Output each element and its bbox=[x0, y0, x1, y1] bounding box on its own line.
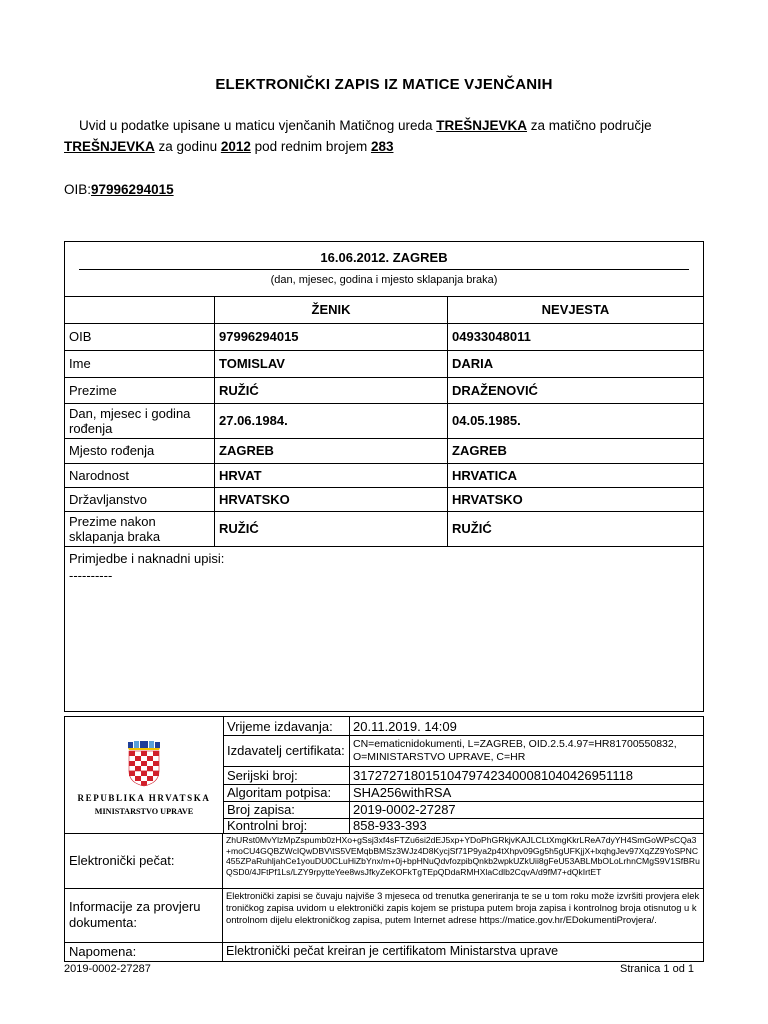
divider bbox=[79, 269, 689, 270]
coat-of-arms-icon bbox=[124, 741, 164, 787]
table-row-surname-after-marriage bbox=[65, 511, 703, 547]
row-label: Ime bbox=[65, 350, 215, 377]
table-row-surname bbox=[65, 377, 703, 404]
document-title: ELEKTRONIČKI ZAPIS IZ MATICE VJENČANIH bbox=[215, 76, 553, 93]
cert-label: Broj zapisa: bbox=[223, 801, 350, 818]
remarks-section bbox=[65, 546, 703, 711]
marriage-event bbox=[65, 242, 703, 297]
registry-office: TREŠNJEVKA bbox=[436, 118, 528, 133]
cert-label: Algoritam potpisa: bbox=[223, 784, 350, 801]
row-label: Državljanstvo bbox=[65, 487, 215, 511]
bride-value: HRVATICA bbox=[452, 467, 517, 483]
cert-value: 858-933-393 bbox=[353, 818, 427, 833]
issuer-country: REPUBLIKA HRVATSKA bbox=[77, 793, 211, 803]
note-value: Elektronički pečat kreiran je certifikatom Ministarstva uprave bbox=[226, 944, 559, 958]
groom-value: TOMISLAV bbox=[215, 350, 448, 377]
cert-label: Serijski broj: bbox=[223, 766, 350, 784]
table-row-birth-date bbox=[65, 403, 703, 439]
intro-text-1: Uvid u podatke upisane u maticu vjenčanih Matičnog ureda bbox=[79, 118, 437, 133]
remarks-label: Primjedbe i naknadni upisi: bbox=[69, 551, 225, 566]
groom-value: HRVATSKO bbox=[215, 487, 448, 511]
bride-value: RUŽIĆ bbox=[452, 521, 492, 536]
table-row-nationality bbox=[65, 463, 703, 488]
intro-text-2: za matično područje bbox=[527, 118, 652, 133]
groom-value: ZAGREB bbox=[215, 438, 448, 463]
footer-record-number: 2019-0002-27287 bbox=[64, 963, 151, 975]
oib-line bbox=[64, 182, 174, 197]
issuer-logo-cell bbox=[65, 717, 224, 834]
cert-row-record-number bbox=[223, 801, 703, 819]
row-label: Prezime bbox=[65, 377, 215, 403]
bride-value: ZAGREB bbox=[452, 443, 507, 458]
row-label: OIB bbox=[65, 323, 215, 350]
table-row-oib bbox=[65, 323, 703, 351]
row-label: Prezime nakon sklapanja braka bbox=[65, 511, 215, 546]
table-row-citizenship bbox=[65, 487, 703, 512]
certificate-table bbox=[64, 716, 704, 962]
cert-row-issuer bbox=[223, 735, 703, 767]
header-bride: NEVJESTA bbox=[541, 302, 610, 317]
marriage-date-place: 16.06.2012. ZAGREB bbox=[320, 250, 448, 265]
cert-row-control-number bbox=[223, 818, 703, 834]
cert-label: Vrijeme izdavanja: bbox=[223, 717, 350, 735]
cert-value: SHA256withRSA bbox=[353, 785, 452, 800]
row-label: Mjesto rođenja bbox=[65, 438, 215, 463]
table-row-birth-place bbox=[65, 438, 703, 464]
cert-row-algorithm bbox=[223, 784, 703, 802]
cert-value: 20.11.2019. 14:09 bbox=[353, 718, 457, 734]
cert-label: Izdavatelj certifikata: bbox=[223, 735, 350, 766]
table-header-row bbox=[65, 296, 703, 324]
seal-value: ZhURst0MvYlzMpZspumb0zHXo+gSsj3xf4sFTZu6si2dEJ5xp+YDoPhGRkjvKAJLCLtXmgKkrLReA7dyYH4SmGoWPsCQa3+moCU4GQBZWcIQwDBV\tS5VEMqbBMSz3WJz4D8KycjSf71P9ya2p4tXhpv09Gg5h5gUFKjjX+lxqhgJev97XqZZ9YoSPNC455ZPaRuhljahCe1youDU0CLuHiZbYnx/m+0j+bpHNuQdvfozpibQnkb2wpkUZkUii8gFeU53ABLMbOLoLrhnCMgS9V1SfBRuQSD0/4JFtPf1Ls/LZY9rpytteYee8wsJfkyZeKOFkTgTEpQDdaRMHXlaCdlb2CqvA/d9fM7+dQkIrtET bbox=[226, 835, 700, 877]
seal-label: Elektronički pečat: bbox=[65, 833, 223, 888]
bride-value: 04.05.1985. bbox=[452, 413, 521, 428]
bride-value: HRVATSKO bbox=[452, 491, 523, 507]
groom-value: RUŽIĆ bbox=[215, 377, 448, 403]
cert-row-seal bbox=[65, 833, 703, 889]
cert-row-issue-time bbox=[223, 717, 703, 736]
groom-value: 97996294015 bbox=[215, 323, 448, 350]
cert-value: 2019-0002-27287 bbox=[353, 802, 456, 817]
groom-value: HRVAT bbox=[215, 463, 448, 487]
verification-text: Elektronički zapisi se čuvaju najviše 3 mjeseca od trenutka generiranja te se u tom roku može izvršiti provjera elektroničkog zapisa uvidom u elektronički zapis kojem se pristupa putem broja zapisa i kontrolnog broja otisnutog u kontrolnom dijelu elektroničkog zapisa, putem Internet adrese https://matice.gov.hr/EDokumentiProvjera/. bbox=[226, 890, 700, 925]
groom-value: 27.06.1984. bbox=[215, 403, 448, 438]
row-label: Dan, mjesec i godina rođenja bbox=[65, 403, 215, 438]
cert-row-verification-info bbox=[65, 888, 703, 943]
table-row-first-name bbox=[65, 350, 703, 378]
oib-value: 97996294015 bbox=[91, 182, 174, 197]
header-empty-cell bbox=[65, 296, 215, 323]
oib-label: OIB: bbox=[64, 182, 92, 197]
remarks-value: ---------- bbox=[69, 568, 113, 583]
row-label: Narodnost bbox=[65, 463, 215, 487]
intro-paragraph bbox=[64, 115, 714, 157]
issuer-ministry: MINISTARSTVO UPRAVE bbox=[94, 807, 194, 816]
bride-value: 04933048011 bbox=[452, 329, 531, 344]
registry-year: 2012 bbox=[220, 139, 251, 154]
bride-value: DRAŽENOVIĆ bbox=[452, 382, 538, 398]
footer-page-number: Stranica 1 od 1 bbox=[620, 963, 694, 975]
cert-value: 317272718015104797423400081040426951118 bbox=[353, 767, 634, 783]
cert-row-serial bbox=[223, 766, 703, 785]
header-groom: ŽENIK bbox=[215, 296, 448, 323]
bride-value: DARIA bbox=[452, 356, 494, 371]
marriage-date-caption: (dan, mjesec, godina i mjesto sklapanja braka) bbox=[270, 274, 498, 286]
marriage-record-table bbox=[64, 241, 704, 712]
cert-label: Kontrolni broj: bbox=[223, 818, 350, 833]
cert-row-note bbox=[65, 942, 703, 961]
verification-label: Informacije za provjeru dokumenta: bbox=[65, 888, 223, 942]
note-label: Napomena: bbox=[65, 942, 223, 961]
cert-value: CN=ematicnidokumenti, L=ZAGREB, OID.2.5.4.97=HR81700550832, O=MINISTARSTVO UPRAVE, C=HR bbox=[353, 738, 677, 763]
intro-text-4: pod rednim brojem bbox=[250, 139, 371, 154]
registry-area: TREŠNJEVKA bbox=[64, 139, 155, 154]
groom-value: RUŽIĆ bbox=[215, 511, 448, 546]
registry-number: 283 bbox=[370, 139, 394, 154]
intro-text-3: za godinu bbox=[154, 139, 221, 154]
